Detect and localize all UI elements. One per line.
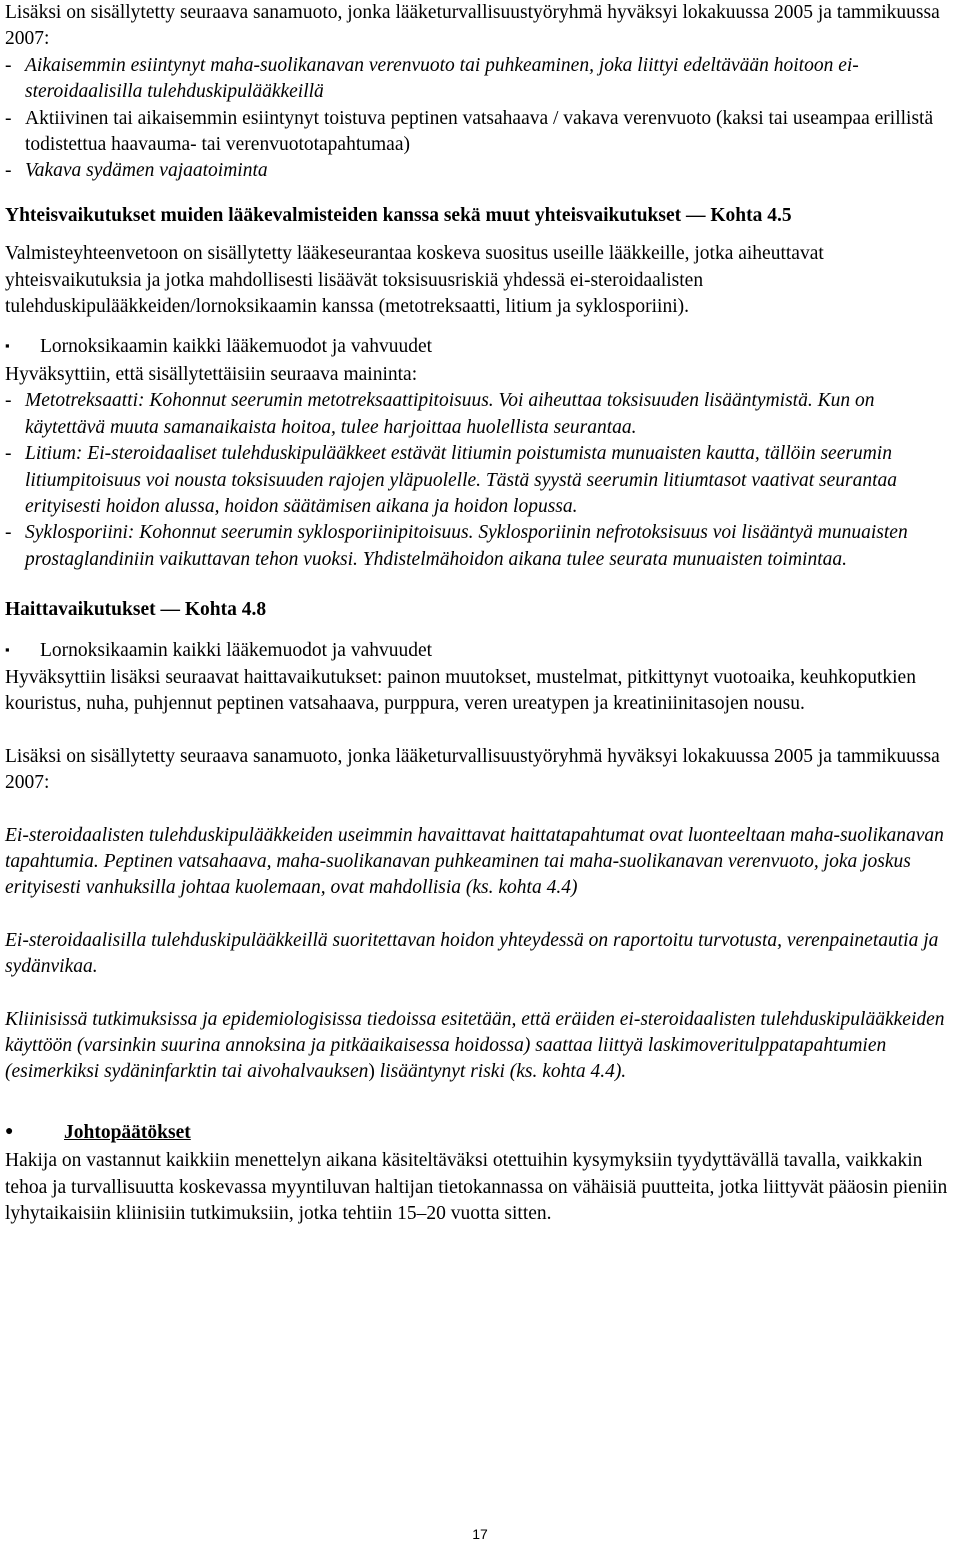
list-item: [5, 520, 953, 573]
page-number: 17: [472, 1526, 488, 1542]
bullet-item: [5, 334, 953, 361]
italic-paragraph: Ei-steroidaalisilla tulehduskipulääkkeillä suoritettavan hoidon yhteydessä on raportoitu turvotusta, verenpainetautia ja sydänvikaa.: [5, 929, 939, 978]
list-item-text: Aikaisemmin esiintynyt maha-suolikanavan verenvuoto tai puhkeaminen, joka liittyi edeltävään hoitoon ei-steroidaalisilla tulehduskipulääkkeillä: [25, 54, 859, 103]
intro-paragraph: Lisäksi on sisällytetty seuraava sanamuoto, jonka lääketurvallisuustyöryhmä hyväksyi lokakuussa 2005 ja tammikuussa 2007:: [5, 2, 940, 50]
dash-marker: -: [5, 522, 12, 544]
intro-paragraph-2: Lisäksi on sisällytetty seuraava sanamuoto, jonka lääketurvallisuustyöryhmä hyväksyi lokakuussa 2005 ja tammikuussa 2007:: [5, 745, 940, 794]
list-item: [5, 158, 953, 184]
conclusions-paragraph: Hakija on vastannut kaikkiin menettelyn aikana käsiteltäväksi otettuihin kysymyksiin tyydyttävällä tavalla, vaikkakin tehoa ja turvallisuutta koskevassa myyntiluvan haltijan tietokannassa on vähäisiä puutteita, jotka liittyvät pääosin pieniin lyhytaikaisiin kliinisiin tutkimuksiin, jotka tehtiin 15–20 vuotta sitten.: [5, 1150, 948, 1225]
dash-marker: -: [5, 390, 12, 412]
dash-marker: -: [5, 160, 12, 182]
italic-paragraph: Ei-steroidaalisten tulehduskipulääkkeiden useimmin havaittavat haittatapahtumat ovat luonteeltaan maha-suolikanavan tapahtumia. Peptinen vatsahaava, maha-suolikanavan puhkeaminen tai maha-suolikanavan verenvuoto, joka joskus erityisesti vanhuksilla johtaa kuolemaan, ovat mahdollisia (ks. kohta 4.4): [5, 824, 944, 899]
risk-text-a: Kliinisissä tutkimuksissa ja epidemiologisissa tiedoissa esitetään, että eräiden ei-steroidaalisten tulehduskipulääkkeiden käyttöön (varsinkin suurina annoksina ja pitkäaikaisessa hoidossa) saattaa liittyä laskimoveritulppatapahtumien (esimerkiksi sydäninfarktin tai aivohalvauksen: [5, 1008, 945, 1083]
risk-text-b: ): [368, 1061, 375, 1083]
list-item-text: Metotreksaatti: Kohonnut seerumin metotreksaattipitoisuus. Voi aiheuttaa toksisuuden lisääntymistä. Kun on käytettävä muuta samanaikaista hoitoa, tulee harjoittaa huolellista seurantaa.: [25, 390, 875, 438]
dash-marker: -: [5, 107, 12, 129]
risk-paragraph: [5, 1007, 953, 1086]
dash-marker: -: [5, 54, 12, 76]
square-bullet-icon: ▪: [5, 641, 10, 657]
adverse-heading: Haittavaikutukset — Kohta 4.8: [5, 599, 267, 621]
list-item: [5, 53, 953, 106]
disc-bullet-icon: ●: [5, 1123, 14, 1139]
bullet-text: Lornoksikaamin kaikki lääkemuodot ja vahvuudet: [40, 336, 433, 358]
list-item: [5, 106, 953, 159]
bullet-text: Lornoksikaamin kaikki lääkemuodot ja vahvuudet: [40, 639, 433, 661]
bullet-item: [5, 638, 953, 665]
list-item: [5, 441, 953, 520]
list-item-text: Syklosporiini: Kohonnut seerumin syklosporiinipitoisuus. Syklosporiinin nefrotoksisuus voi lisääntyä munuaisten prostaglandiniin vaikuttavan tehon vuoksi. Yhdistelmähoidon aikana tulee seurata munuaisten toimintaa.: [25, 522, 908, 570]
list-item-text: Vakava sydämen vajaatoiminta: [25, 160, 268, 182]
document-page: [5, 0, 953, 1227]
square-bullet-icon: ▪: [5, 338, 10, 354]
approved-line: Hyväksyttiin, että sisällytettäisiin seuraava maininta:: [5, 363, 418, 385]
interactions-paragraph: Valmisteyhteenvetoon on sisällytetty lääkeseurantaa koskeva suositus useille lääkkeille, jotka aiheuttavat yhteisvaikutuksia ja jotka mahdollisesti lisäävät toksisuusriskiä yhdessä ei-steroidaalisten tulehduskipulääkkeiden/lornoksikaamin kanssa (metotreksaatti, litium ja syklosporiini).: [5, 243, 824, 318]
risk-text-c: lisääntynyt riski (ks. kohta 4.4).: [374, 1061, 627, 1083]
conclusions-heading: Johtopäätökset: [64, 1121, 191, 1143]
conclusions-bullet: [5, 1120, 953, 1148]
list-item-text: Aktiivinen tai aikaisemmin esiintynyt toistuva peptinen vatsahaava / vakava verenvuoto (kaksi tai useampaa erillistä todistettua haavauma- tai verenvuototapahtumaa): [25, 107, 934, 156]
dash-marker: -: [5, 443, 12, 465]
list-item: [5, 388, 953, 441]
list-item-text: Litium: Ei-steroidaaliset tulehduskipulääkkeet estävät litiumin poistumista munuaisten kautta, tällöin seerumin litiumpitoisuus voi nousta toksisuuden rajojen yläpuolelle. Tästä syystä seerumin litiumtasot vaativat seurantaa erityisesti hoidon alussa, hoidon säätämisen aikana ja hoidon lopussa.: [25, 443, 898, 517]
interactions-heading: Yhteisvaikutukset muiden lääkevalmisteiden kanssa sekä muut yhteisvaikutukset — Kohta 4.5: [5, 204, 792, 226]
adverse-paragraph: Hyväksyttiin lisäksi seuraavat haittavaikutukset: painon muutokset, mustelmat, pitkittynyt vuotoaika, keuhkoputkien kouristus, nuha, puhjennut peptinen vatsahaava, purppura, veren ureatypen ja kreatiniinitasojen nousu.: [5, 666, 916, 715]
